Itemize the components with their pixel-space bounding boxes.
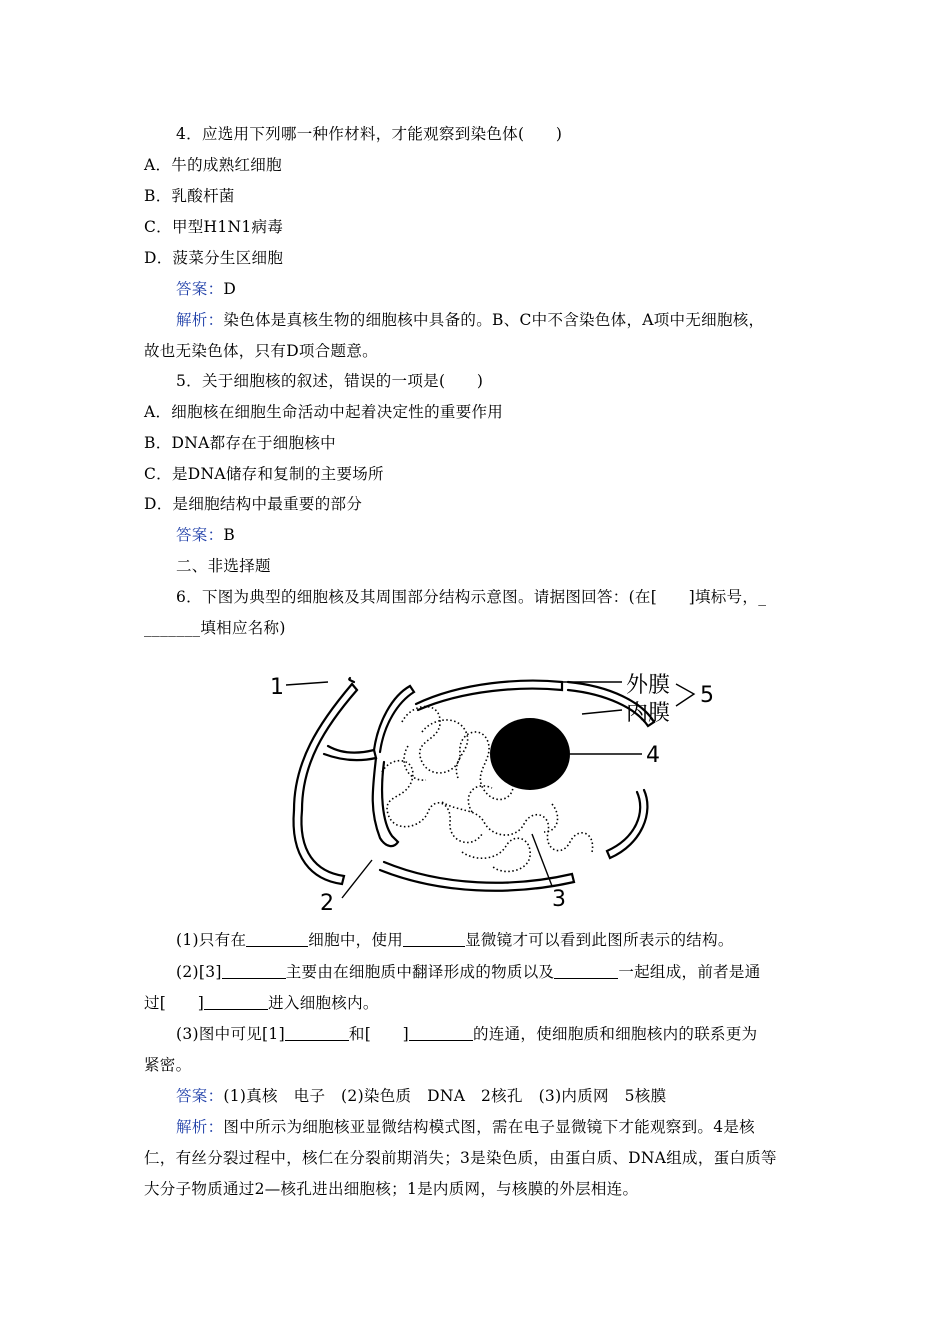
q6-answer [176, 1086, 666, 1106]
q4-analysis-line2: 故也无染色体，只有D项合题意。 [144, 342, 378, 360]
q6-stem-text: 填相应名称) [200, 619, 286, 637]
envelope-left-lower [373, 758, 398, 846]
q5-option-b: B．DNA都存在于细胞核中 [144, 434, 336, 452]
q6-sub3-line2: 紧密。 [144, 1056, 192, 1074]
analysis-text: 图中所示为细胞核亚显微结构模式图，需在电子显微镜下才能观察到。4是核 [223, 1118, 755, 1136]
analysis-tag: 解析： [176, 1118, 224, 1136]
q6-sub1: (1)只有在 细胞中，使用 显微镜才可以看到此图所表示的结构。 [176, 931, 734, 949]
q5-option-d: D．是细胞结构中最重要的部分 [144, 495, 363, 513]
envelope-left-upper [374, 686, 414, 752]
q5-option-c: C．是DNA储存和复制的主要场所 [144, 465, 384, 483]
answer-tag: 答案： [176, 280, 224, 298]
q6-analysis-line2: 仁，有丝分裂过程中，核仁在分裂前期消失；3是染色质，由蛋白质、DNA组成，蛋白质等 [144, 1149, 777, 1167]
analysis-tag: 解析： [176, 311, 224, 329]
blank-underline [403, 932, 465, 947]
label-3: 3 [552, 887, 566, 912]
answer-value: (1)真核 电子 (2)染色质 DNA 2核孔 (3)内质网 5核膜 [223, 1087, 667, 1105]
blank-underline [204, 995, 268, 1010]
leader-inner [582, 710, 622, 714]
q6-sub2-line2: 过[ ] 进入细胞核内。 [144, 994, 379, 1012]
label-5: 5 [700, 683, 714, 708]
label-4: 4 [646, 743, 660, 768]
analysis-text: 染色体是真核生物的细胞核中具备的。B、C中不含染色体，A项中无细胞核， [223, 311, 765, 329]
label-inner-membrane: 内膜 [626, 701, 671, 726]
label-outer-membrane: 外膜 [626, 673, 671, 698]
q6-sub2-line1: (2)[3] 主要由在细胞质中翻译形成的物质以及 一起组成，前者是通 [176, 963, 761, 981]
section-title: 二、非选择题 [176, 557, 271, 575]
leader-2 [342, 860, 372, 898]
q4-option-a: A．牛的成熟红细胞 [144, 156, 282, 174]
envelope-top-left [416, 681, 562, 710]
blank-underline [409, 1026, 473, 1041]
leader-3 [532, 834, 552, 886]
q4-option-d: D．菠菜分生区细胞 [144, 249, 284, 267]
answer-tag: 答案： [176, 526, 224, 544]
er-arm-lower [294, 810, 344, 884]
leader-1 [286, 682, 328, 685]
q6-stem-line1: 6．下图为典型的细胞核及其周围部分结构示意图。请据图回答：(在[ ]填标号，_ [176, 588, 767, 606]
q4-stem: 4．应选用下列哪一种作材料，才能观察到染色体( ) [176, 125, 563, 143]
answer-tag: 答案： [176, 1087, 224, 1105]
q6-stem-line2 [144, 618, 286, 638]
blank-underline [285, 1026, 349, 1041]
q5-answer [176, 525, 235, 545]
q4-option-b: B．乳酸杆菌 [144, 187, 235, 205]
answer-value: D [223, 280, 237, 298]
q6-sub3-line1: (3)图中可见[1] 和[ ] 的连通，使细胞质和细胞核内的联系更为 [176, 1025, 758, 1043]
er-arm-upper [294, 684, 357, 810]
cell-nucleus-diagram [262, 662, 722, 914]
q4-option-c: C．甲型H1N1病毒 [144, 218, 284, 236]
envelope-right [607, 790, 647, 858]
q4-analysis-line1 [176, 310, 764, 330]
answer-value: B [223, 526, 236, 544]
bracket-5 [676, 684, 694, 706]
blank-underline [554, 964, 618, 979]
nucleolus [490, 718, 570, 790]
blank-underline [222, 964, 286, 979]
label-1: 1 [270, 675, 284, 700]
er-tip [349, 678, 354, 682]
q5-stem: 5．关于细胞核的叙述，错误的一项是( ) [176, 372, 484, 390]
q4-answer [176, 279, 236, 299]
blank-underline [246, 932, 308, 947]
q5-option-a: A．细胞核在细胞生命活动中起着决定性的重要作用 [144, 403, 504, 421]
q6-analysis-line3: 大分子物质通过2—核孔进出细胞核；1是内质网，与核膜的外层相连。 [144, 1180, 639, 1198]
er-connection [324, 746, 376, 760]
q6-analysis-line1 [176, 1117, 755, 1137]
blank-underline: _______ [144, 619, 201, 637]
label-2: 2 [320, 891, 334, 914]
